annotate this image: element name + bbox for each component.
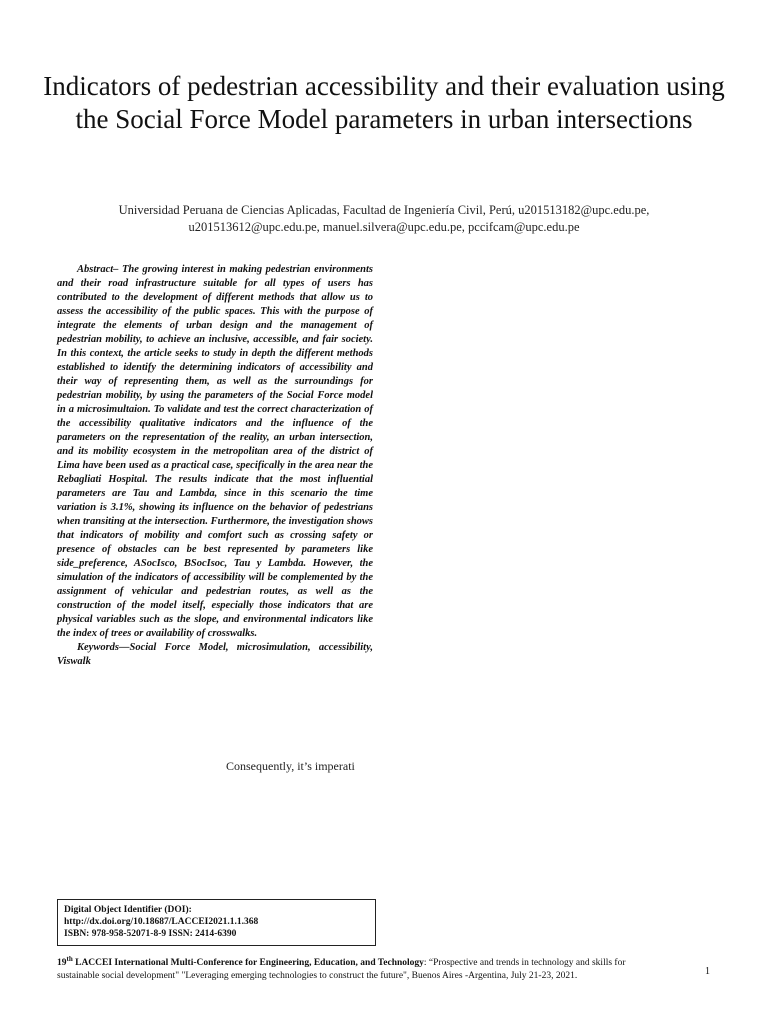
doi-link[interactable]: http://dx.doi.org/10.18687/LACCEI2021.1.1.368 (64, 917, 259, 927)
abstract-section (57, 263, 373, 669)
keywords: Keywords—Social Force Model, microsimulation, accessibility, Viswalk (57, 642, 373, 667)
footer-details: : “Prospective and trends in technology and skills for sustainable social development" "Leveraging emerging technologies to construct the future", Buenos Aires -Argentina, July 21-23, 2021. (57, 958, 626, 982)
footer-ordinal: 19 (57, 958, 67, 969)
paper-title: Indicators of pedestrian accessibility and their evaluation using the Social Force Model parameters in urban intersections (43, 71, 725, 134)
abstract-text: Abstract– The growing interest in making pedestrian environments and their road infrastructure suitable for all types of users has contributed to the development of different methods that allow us to assess the accessibility of the public spaces. This with the purpose of integrate the elements of urban design and the management of pedestrian mobility, to achieve an inclusive, accessible, and fair society. In this context, the article seeks to study in depth the different methods established to identify the determining indicators of accessibility and their way of representing them, as well as the surroundings for pedestrian mobility, by using the parameters of the Social Force model in a microsimultaion. To validate and test the correct characterization of the accessibility qualitative indicators and the influence of the parameters on the representation of the reality, an urban intersection, and its mobility ecosystem in the metropolitan area of the district of Lima have been used as a practical case, specifically in the area near the Rebagliati Hospital. The results indicate that the most influential parameters are Tau and Lambda, since in this scenario the time variation is 3.1%, showing its influence on the behavior of pedestrians when transiting at the intersection. Furthermore, the investigation shows that indicators of mobility and comfort such as crossing safety or presence of obstacles can be best represented by parameters like side_preference, ASocIsco, BSocIsoc, Tau y Lambda. However, the simulation of the indicators of accessibility will be complemented by the assignment of vehicular and pedestrian routes, as well as the construction of the model itself, especially those indicators that are physical variables such as the slope, and environmental indicators like the index of trees or availability of crosswalks. (57, 264, 373, 639)
body-text-fragment: Consequently, it’s imperati (226, 759, 355, 773)
page-number: 1 (705, 966, 710, 977)
doi-box (57, 899, 376, 946)
isbn-issn: ISBN: 978-958-52071-8-9 ISSN: 2414-6390 (64, 929, 237, 939)
doi-label: Digital Object Identifier (DOI): (64, 905, 192, 915)
affiliation-line-2: u201513612@upc.edu.pe, manuel.silvera@upc.edu.pe, pccifcam@upc.edu.pe (188, 220, 580, 234)
affiliation-line-1: Universidad Peruana de Ciencias Aplicadas, Facultad de Ingeniería Civil, Perú, u201513182@upc.edu.pe, (118, 203, 650, 217)
author-affiliation (60, 202, 708, 236)
footer-ordinal-suffix: th (66, 955, 73, 963)
footer-conference-name: LACCEI International Multi-Conference for Engineering, Education, and Technology (72, 958, 424, 969)
conference-footer (57, 953, 667, 983)
